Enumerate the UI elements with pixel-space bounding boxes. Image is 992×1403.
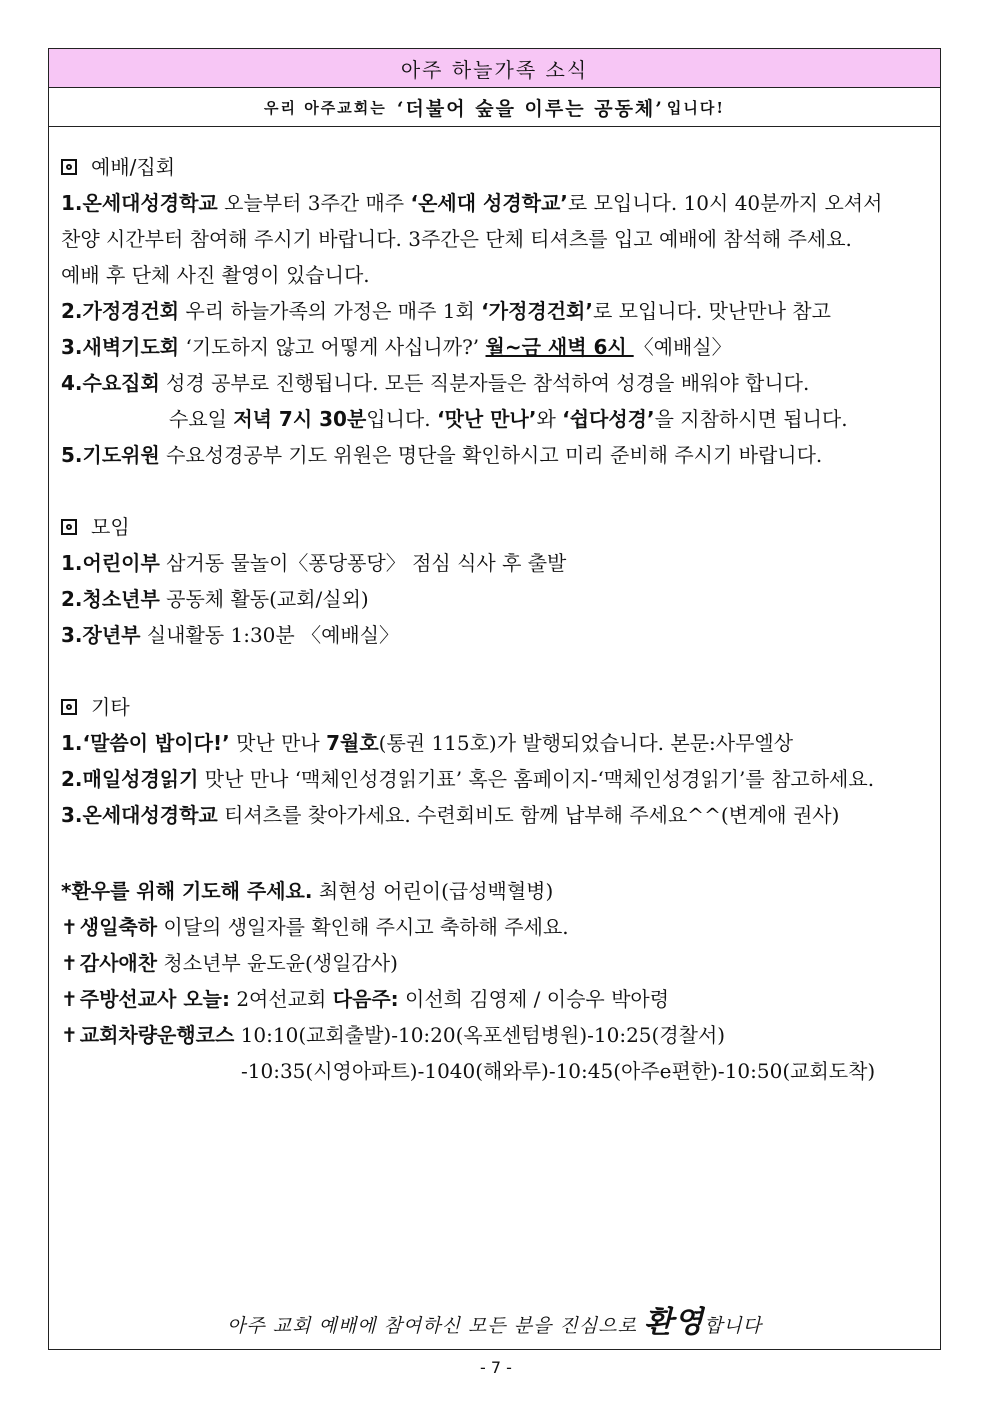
item-text: 이달의 생일자를 확인해 주시고 축하해 주세요. bbox=[157, 915, 569, 939]
item-text: 와 bbox=[536, 407, 563, 431]
section-worship bbox=[61, 149, 936, 185]
cross-icon: ✝ bbox=[61, 1023, 78, 1047]
bulletin-frame bbox=[48, 48, 941, 1350]
subtitle bbox=[49, 88, 940, 127]
item-label: 4.수요집회 bbox=[61, 371, 160, 395]
item-label: 1.‘말씀이 밥이다!’ bbox=[61, 731, 230, 755]
section-heading: 예배/집회 bbox=[91, 155, 176, 179]
notice-bus-line-2: -10:35(시영아파트)-1040(해와루)-10:45(아주e편한)-10:50(교회도착) bbox=[241, 1059, 876, 1083]
section-etc bbox=[61, 689, 936, 725]
item-label: 주방선교사 오늘: bbox=[79, 987, 230, 1011]
worship-item-1-line-3: 예배 후 단체 사진 촬영이 있습니다. bbox=[61, 263, 370, 287]
worship-item-2 bbox=[61, 293, 936, 329]
notice-thanks bbox=[61, 945, 936, 981]
item-text: 티셔츠를 찾아가세요. 수련회비도 함께 납부해 주세요^^(변계애 권사) bbox=[217, 803, 840, 827]
item-text: 삼거동 물놀이〈퐁당퐁당〉 점심 식사 후 출발 bbox=[159, 551, 567, 575]
item-emphasis: 월~금 새벽 6시 bbox=[485, 335, 634, 359]
item-text: 실내활동 1:30분 〈예배실〉 bbox=[140, 623, 400, 647]
item-text: 최현성 어린이(급성백혈병) bbox=[312, 879, 554, 903]
worship-item-1-line-2: 찬양 시간부터 참여해 주시기 바랍니다. 3주간은 단체 티셔츠를 입고 예배에 참석해 주세요. bbox=[61, 227, 852, 251]
notice-bus bbox=[61, 1017, 936, 1053]
section-meetings bbox=[61, 509, 936, 545]
footer-text: 합니다 bbox=[703, 1315, 763, 1337]
notice-prayer bbox=[61, 873, 936, 909]
item-text: 을 지참하시면 됩니다. bbox=[654, 407, 848, 431]
item-text: 공동체 활동(교회/실외) bbox=[159, 587, 369, 611]
item-text: 맛난 만나 ‘맥체인성경읽기표’ 혹은 홈페이지-‘맥체인성경읽기’를 참고하세요. bbox=[198, 767, 875, 791]
meetings-item-3 bbox=[61, 617, 936, 653]
item-text: 수요일 bbox=[169, 407, 234, 431]
item-text: 〈예배실〉 bbox=[633, 335, 732, 359]
item-label: 3.온세대성경학교 bbox=[61, 803, 218, 827]
item-label: 1.어린이부 bbox=[61, 551, 160, 575]
item-text: 청소년부 윤도윤(생일감사) bbox=[157, 951, 398, 975]
meetings-item-1 bbox=[61, 545, 936, 581]
etc-item-2 bbox=[61, 761, 936, 797]
subtitle-highlight: ‘더불어 숲을 이루는 공동체’ bbox=[396, 97, 664, 120]
item-text: 우리 하늘가족의 가정은 매주 1회 bbox=[179, 299, 482, 323]
page-title bbox=[49, 49, 940, 88]
item-emphasis: 저녁 7시 30분 bbox=[233, 407, 367, 431]
item-label: 다음주: bbox=[332, 987, 399, 1011]
item-emphasis: ‘쉽다성경’ bbox=[562, 407, 655, 431]
section-heading: 모임 bbox=[91, 515, 130, 539]
item-text: 입니다. bbox=[366, 407, 437, 431]
item-emphasis: ‘온세대 성경학교’ bbox=[410, 191, 568, 215]
subtitle-pre: 우리 아주교회는 bbox=[264, 98, 387, 117]
etc-item-3 bbox=[61, 797, 936, 833]
worship-item-4 bbox=[61, 365, 936, 401]
item-label: 3.새벽기도회 bbox=[61, 335, 180, 359]
item-label: 2.매일성경읽기 bbox=[61, 767, 199, 791]
worship-item-4-line-2 bbox=[61, 401, 936, 437]
bullet-square-icon bbox=[61, 519, 77, 535]
bullet-square-icon bbox=[61, 159, 77, 175]
item-label: 5.기도위원 bbox=[61, 443, 160, 467]
bullet-square-icon bbox=[61, 699, 77, 715]
item-text: 로 모입니다. 10시 40분까지 오셔서 bbox=[567, 191, 883, 215]
etc-item-1 bbox=[61, 725, 936, 761]
item-text: 오늘부터 3주간 매주 bbox=[217, 191, 411, 215]
cross-icon: ✝ bbox=[61, 987, 78, 1011]
title-text: 아주 하늘가족 소식 bbox=[400, 57, 589, 82]
item-text: 2여선교회 bbox=[229, 987, 333, 1011]
item-label: 2.청소년부 bbox=[61, 587, 160, 611]
item-label: 생일축하 bbox=[79, 915, 158, 939]
footer-emphasis: 환영 bbox=[643, 1305, 704, 1340]
item-text: 수요성경공부 기도 위원은 명단을 확인하시고 미리 준비해 주시기 바랍니다. bbox=[159, 443, 823, 467]
item-label: 감사애찬 bbox=[79, 951, 158, 975]
subtitle-post: 입니다! bbox=[666, 98, 725, 117]
item-text: 성경 공부로 진행됩니다. 모든 직분자들은 참석하여 성경을 배워야 합니다. bbox=[159, 371, 810, 395]
item-label: 1.온세대성경학교 bbox=[61, 191, 218, 215]
item-text: 10:10(교회출발)-10:20(옥포센텀병원)-10:25(경찰서) bbox=[234, 1023, 726, 1047]
meetings-item-2 bbox=[61, 581, 936, 617]
notice-kitchen bbox=[61, 981, 936, 1017]
worship-item-5 bbox=[61, 437, 936, 473]
item-text: 이선희 김영제 / 이승우 박아령 bbox=[398, 987, 670, 1011]
item-text: ‘기도하지 않고 어떻게 사십니까?’ bbox=[179, 335, 486, 359]
item-emphasis: ‘가정경건회’ bbox=[481, 299, 593, 323]
cross-icon: ✝ bbox=[61, 915, 78, 939]
item-label: 3.장년부 bbox=[61, 623, 141, 647]
cross-icon: ✝ bbox=[61, 951, 78, 975]
footer-text: 아주 교회 예배에 참여하신 모든 분을 진심으로 bbox=[226, 1315, 644, 1337]
item-emphasis: 7월호 bbox=[326, 731, 379, 755]
item-label: *환우를 위해 기도해 주세요. bbox=[61, 879, 313, 903]
worship-item-1 bbox=[61, 185, 936, 221]
item-text: 로 모입니다. 맛난만나 참고 bbox=[592, 299, 831, 323]
item-label: 교회차량운행코스 bbox=[79, 1023, 235, 1047]
page-number: - 7 - bbox=[480, 1358, 512, 1377]
item-text: 맛난 만나 bbox=[229, 731, 327, 755]
item-emphasis: ‘맛난 만나’ bbox=[436, 407, 537, 431]
worship-item-3 bbox=[61, 329, 936, 365]
content bbox=[61, 149, 936, 1089]
section-heading: 기타 bbox=[91, 695, 130, 719]
item-text: (통권 115호)가 발행되었습니다. 본문:사무엘상 bbox=[378, 731, 794, 755]
welcome-footer bbox=[49, 1297, 940, 1341]
item-label: 2.가정경건회 bbox=[61, 299, 180, 323]
notice-birthday bbox=[61, 909, 936, 945]
